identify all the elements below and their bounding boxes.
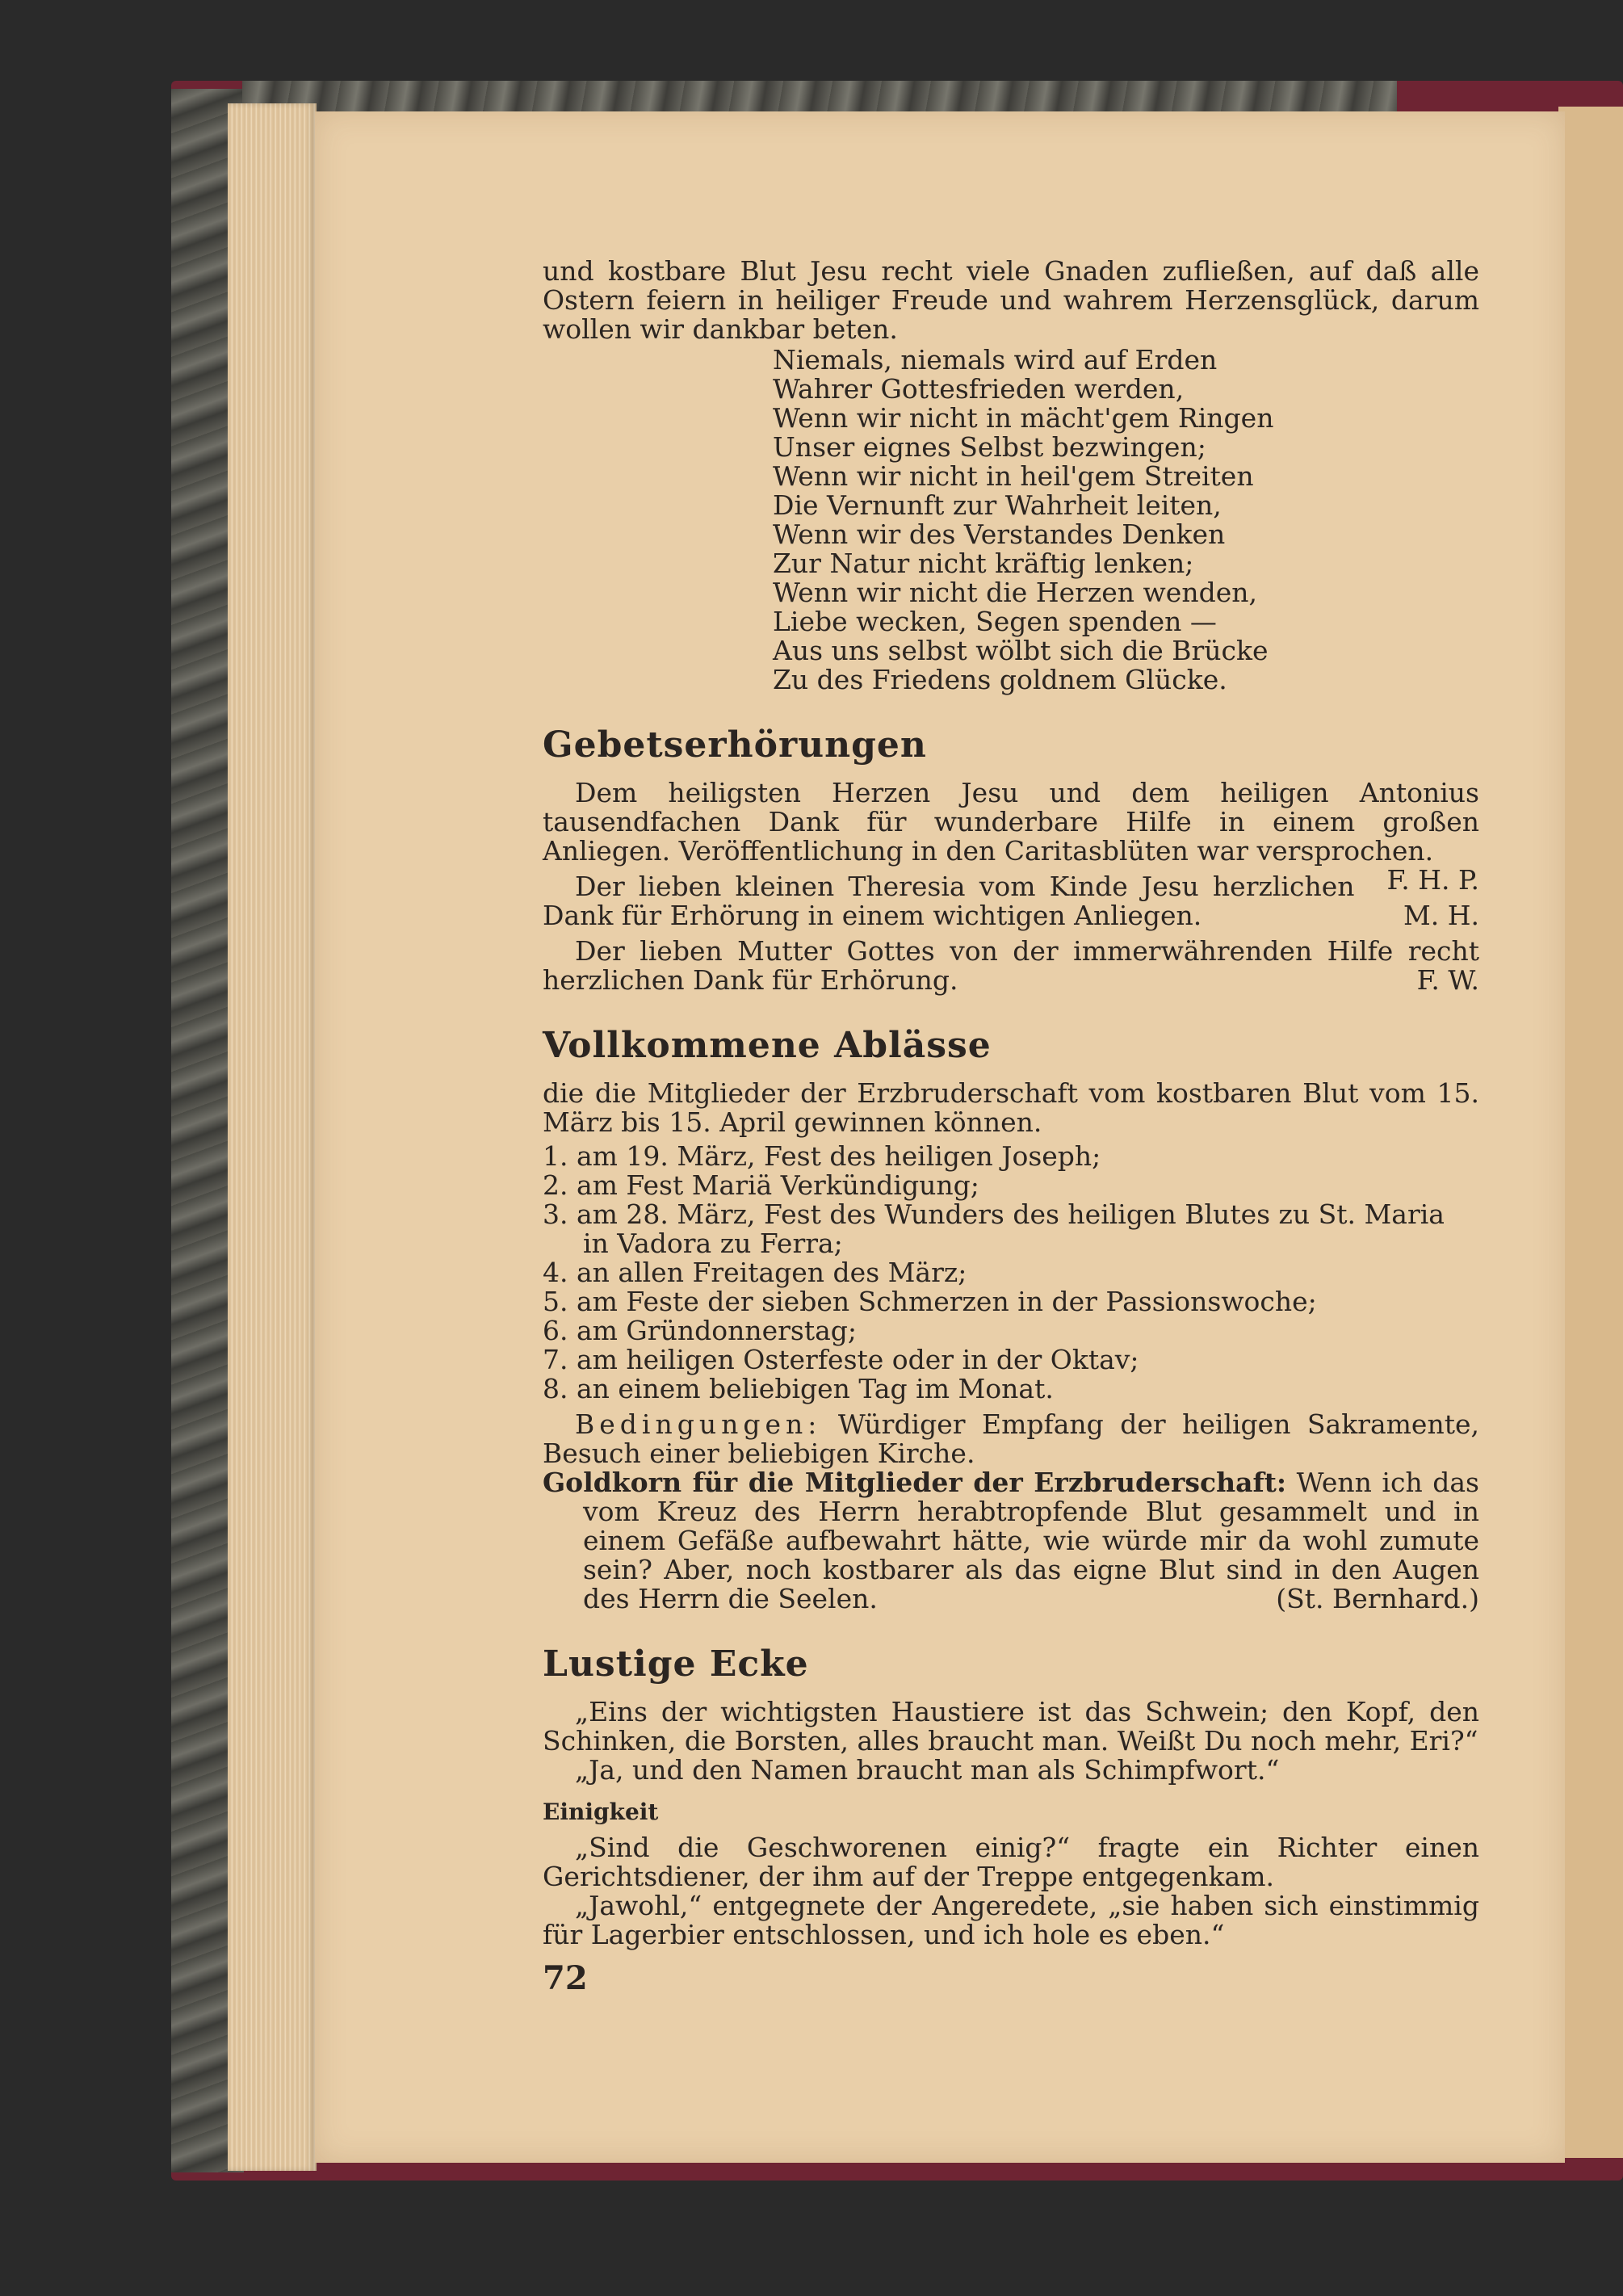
poem-line: Zu des Friedens goldnem Glücke.: [773, 664, 1227, 695]
adjacent-page-edge: [1558, 107, 1623, 2158]
thanks-signature: M. H.: [1403, 900, 1479, 931]
ablaesse-intro: die die Mitglieder der Erzbruderschaft vom kostbaren Blut vom 15. März bis 15. April gewinnen können.: [543, 1077, 1479, 1138]
joke-1: „Eins der wichtigsten Haustiere ist das Schwein; den Kopf, den Schinken, die Borsten, alles braucht man. Weißt Du noch mehr, Eri?“: [543, 1696, 1479, 1757]
goldkorn-signature: (St. Bernhard.): [1276, 1583, 1479, 1614]
goldkorn-label: Goldkorn für die Mitglieder der Erzbruderschaft:: [543, 1467, 1287, 1498]
list-item-continuation: in Vadora zu Ferra;: [583, 1228, 843, 1259]
conditions-paragraph: [543, 1410, 1479, 1468]
poem-line: Wenn wir nicht die Herzen wenden,: [773, 577, 1257, 608]
page-number: 72: [543, 1959, 588, 1997]
ablaesse-list: [543, 1142, 1479, 1404]
poem-line: Niemals, niemals wird auf Erden: [773, 344, 1218, 376]
section-heading-gebetserhoerungen: Gebetserhörungen: [543, 724, 927, 766]
joke-subtitle: Einigkeit: [543, 1799, 659, 1825]
poem-line: Wenn wir nicht in mächt'gem Ringen: [773, 402, 1274, 434]
list-item: 1. am 19. März, Fest des heiligen Joseph;: [543, 1140, 1101, 1172]
thanks-entry: [543, 777, 1479, 896]
poem-line: Zur Natur nicht kräftig lenken;: [773, 548, 1194, 579]
book-page: [315, 111, 1565, 2163]
list-item: 5. am Feste der sieben Schmerzen in der Passionswoche;: [543, 1286, 1317, 1317]
poem-line: Unser eignes Selbst bezwingen;: [773, 431, 1206, 463]
goldkorn-text: Wenn ich das vom Kreuz des Herrn herabtropfende Blut gesammelt und in einem Gefäße aufbewahrt hätte, wie würde mir da wohl zumute sein? Aber, noch kostbarer als das eigne Blut sind in den Augen des Herrn die Seelen.: [583, 1467, 1479, 1614]
thanks-text: Dem heiligsten Herzen Jesu und dem heiligen Antonius tausendfachen Dank für wunderbare Hilfe in einem großen Anliegen. Veröffentlichung in den Caritasblüten war versprochen.: [543, 777, 1479, 867]
thanks-text: Der lieben Mutter Gottes von der immerwährenden Hilfe recht herzlichen Dank für Erhörung.: [543, 935, 1479, 996]
section-heading-ablaesse: Vollkommene Ablässe: [543, 1025, 992, 1066]
list-item: 6. am Gründonnerstag;: [543, 1315, 857, 1346]
thanks-entry: [543, 937, 1479, 995]
poem: [773, 346, 1479, 695]
joke-2: „Sind die Geschworenen einig?“ fragte ein Richter einen Gerichtsdiener, der ihm auf der Treppe entgegenkam.: [543, 1832, 1479, 1892]
goldkorn-paragraph: [543, 1468, 1479, 1614]
thanks-signature: F. W.: [1416, 964, 1479, 996]
list-item: 2. am Fest Mariä Verkündigung;: [543, 1169, 979, 1201]
list-item: 3. am 28. März, Fest des Wunders des heiligen Blutes zu St. Maria: [543, 1198, 1445, 1230]
poem-line: Aus uns selbst wölbt sich die Brücke: [773, 635, 1269, 666]
conditions-text: Würdiger Empfang der heiligen Sakramente, Besuch einer beliebigen Kirche.: [543, 1408, 1479, 1469]
thanks-text: Der lieben kleinen Theresia vom Kinde Jesu herzlichen Dank für Erhörung in einem wichtigen Anliegen.: [543, 871, 1355, 931]
marbled-endpaper-top: [242, 81, 1397, 111]
poem-line: Wenn wir nicht in heil'gem Streiten: [773, 460, 1254, 492]
page-content: [543, 255, 1479, 1997]
thanks-entry: [543, 872, 1479, 930]
list-item: 7. am heiligen Osterfeste oder in der Oktav;: [543, 1344, 1139, 1375]
page-stack-edge: [228, 103, 317, 2171]
intro-paragraph: und kostbare Blut Jesu recht viele Gnaden zufließen, auf daß alle Ostern feiern in heiliger Freude und wahrem Herzensglück, darum wollen wir dankbar beten.: [543, 255, 1479, 345]
list-item: 8. an einem beliebigen Tag im Monat.: [543, 1373, 1054, 1404]
poem-line: Wenn wir des Verstandes Denken: [773, 518, 1226, 550]
poem-line: Die Vernunft zur Wahrheit leiten,: [773, 489, 1222, 521]
poem-line: Liebe wecken, Segen spenden —: [773, 606, 1217, 637]
joke-2-reply: „Jawohl,“ entgegnete der Angeredete, „sie haben sich einstimmig für Lagerbier entschlossen, und ich hole es eben.“: [543, 1890, 1479, 1950]
joke-1-reply: „Ja, und den Namen braucht man als Schimpfwort.“: [575, 1754, 1280, 1786]
poem-line: Wahrer Gottesfrieden werden,: [773, 373, 1185, 405]
thanks-signature: F. H. P.: [1386, 864, 1479, 896]
list-item: 4. an allen Freitagen des März;: [543, 1257, 967, 1288]
conditions-label: Bedingungen:: [575, 1408, 822, 1440]
section-heading-lustige-ecke: Lustige Ecke: [543, 1643, 809, 1685]
